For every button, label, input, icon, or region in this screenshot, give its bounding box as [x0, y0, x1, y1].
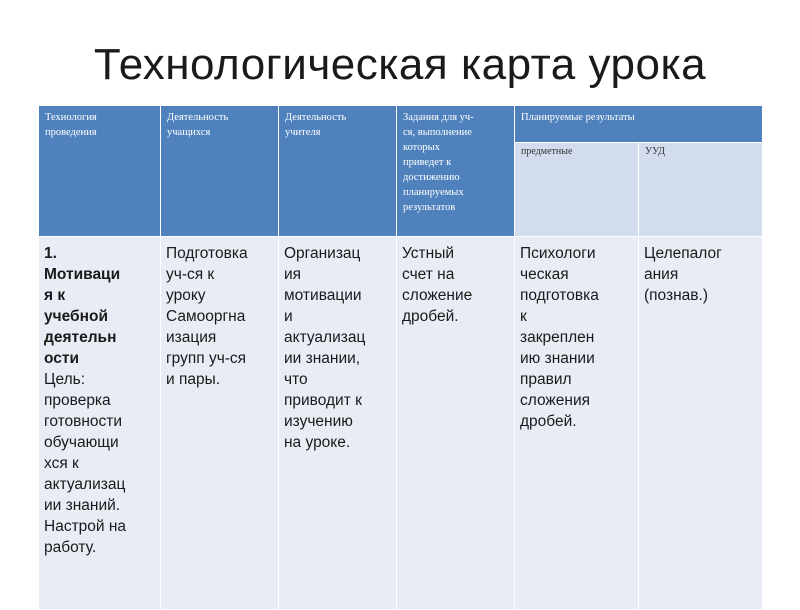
cell-student-activity: Подготовка уч-ся к уроку Самооргна изация групп уч-ся и пары. — [161, 237, 279, 610]
slide-title: Технологическая карта урока — [93, 40, 707, 89]
cell-subject-results: Психологи ческая подготовка к закреплен ию знании правил сложения дробей. — [515, 237, 639, 610]
technological-map-table — [38, 105, 763, 610]
header-teacher-activity: Деятельность учителя — [279, 106, 397, 237]
stage-goal: Цель: проверка готовности обучающи хся к актуализац ии знаний. Настрой на работу. — [44, 371, 127, 556]
header-tasks: Задания для уч- ся, выполнение которых приведет к достижению планируемых результатов — [397, 106, 515, 237]
cell-teacher-activity: Организац ия мотивации и актуализац ии знании, что приводит к изучению на уроке. — [279, 237, 397, 610]
stage-title: 1. Мотиваци я к учебной деятельн ости — [44, 245, 121, 367]
table-row — [39, 237, 763, 610]
cell-uud: Целепалог ания (познав.) — [639, 237, 763, 610]
cell-tasks: Устный счет на сложение дробей. — [397, 237, 515, 610]
header-planned-results: Планируемые результаты — [515, 106, 763, 143]
subheader-subject: предметные — [515, 143, 639, 237]
subheader-uud: УУД — [639, 143, 763, 237]
header-technology: Технология проведения — [39, 106, 161, 237]
header-student-activity: Деятельность учащихся — [161, 106, 279, 237]
cell-stage — [39, 237, 161, 610]
header-row — [39, 106, 763, 143]
